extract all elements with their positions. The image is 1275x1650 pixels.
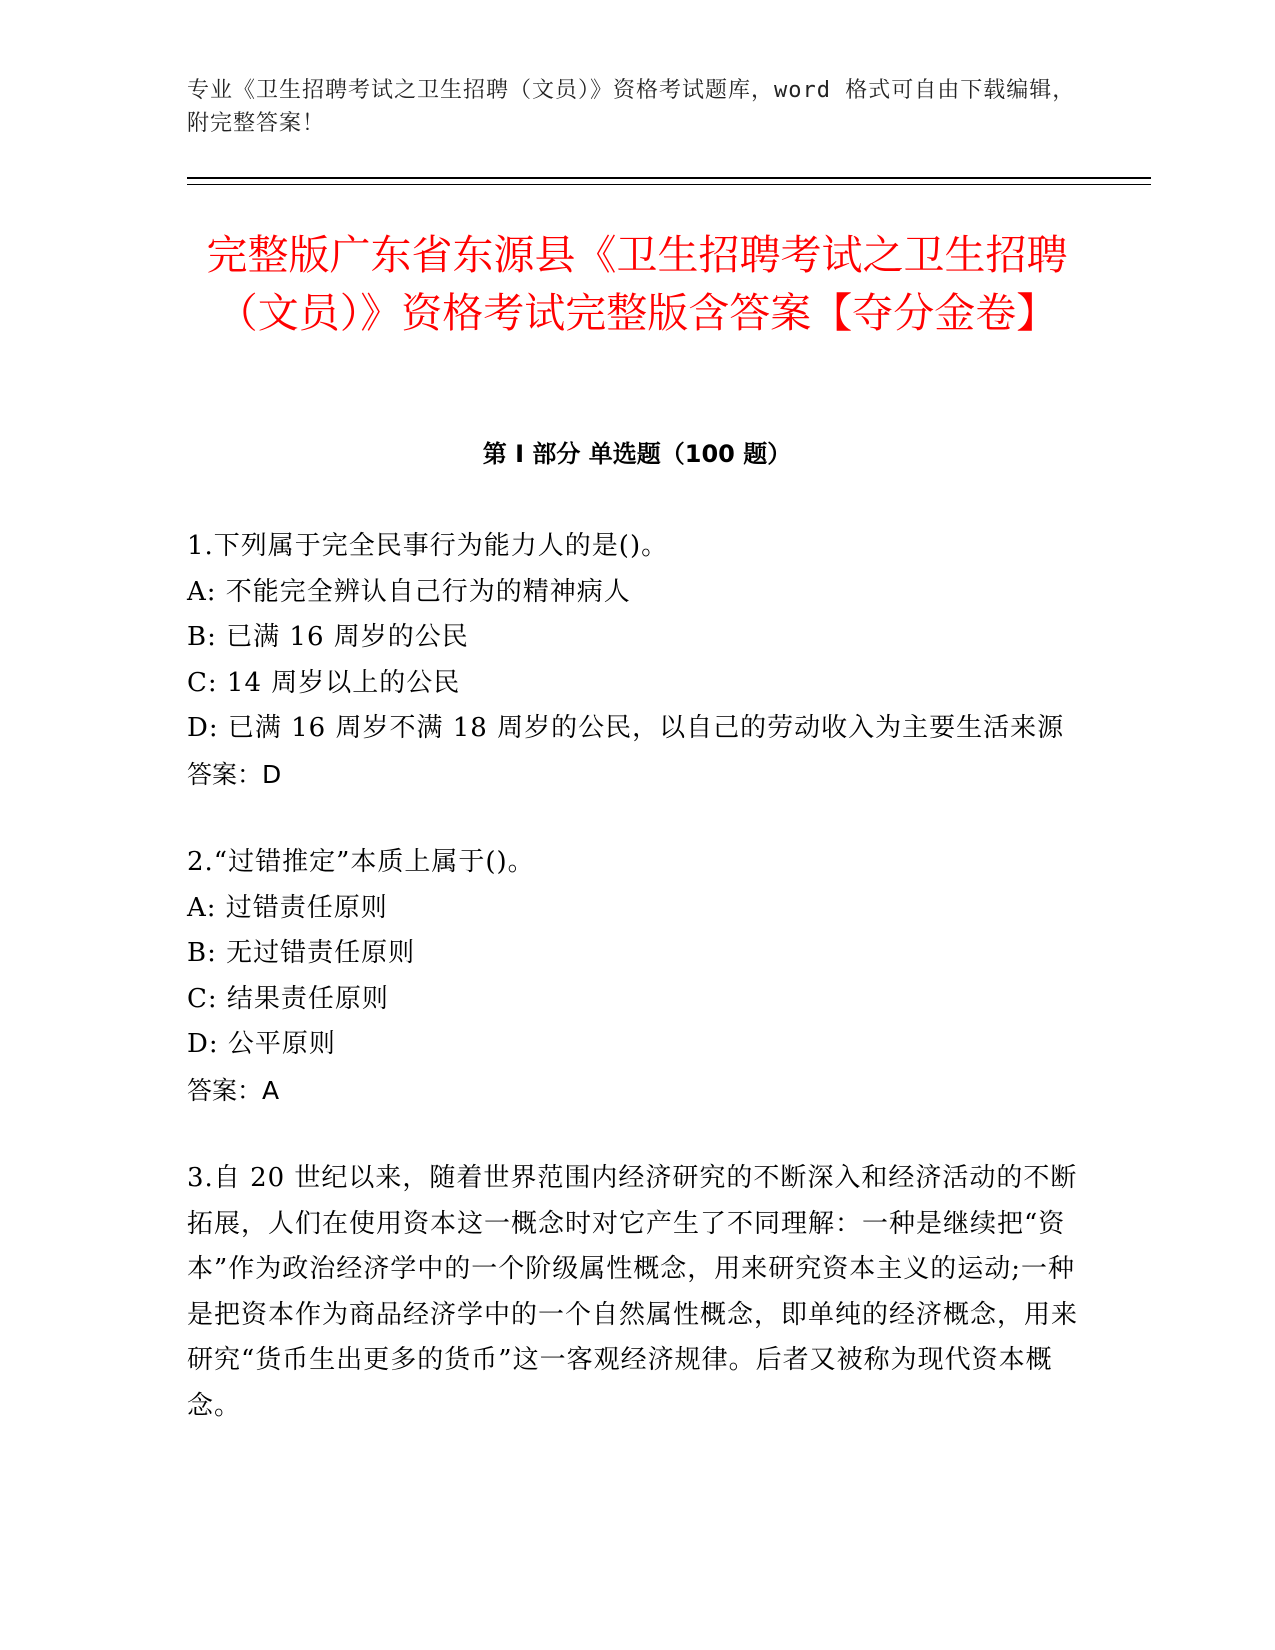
section-heading: 第 I 部分 单选题（100 题） [482, 440, 792, 468]
option-d: D: 公平原则 [187, 1029, 336, 1059]
question-3 [187, 1156, 1087, 1429]
header-divider-thick [187, 177, 1151, 179]
option-c: C: 结果责任原则 [187, 983, 389, 1014]
document-title: 完整版广东省东源县《卫生招聘考试之卫生招聘（文员）》资格考试完整版含答案【夺分金卷】 [206, 231, 1068, 337]
question-stem: 2.“过错推定”本质上属于()。 [187, 847, 535, 877]
question-stem: 3.自 20 世纪以来，随着世界范围内经济研究的不断深入和经济活动的不断拓展，人们在使用资本这一概念时对它产生了不同理解：一种是继续把“资本”作为政治经济学中的一个阶级属性概念，用来研究资本主义的运动;一种是把资本作为商品经济学中的一个自然属性概念，即单纯的经济概念，用来研究“货币生出更多的货币”这一客观经济规律。后者又被称为现代资本概念。 [187, 1163, 1079, 1421]
option-d: D: 已满 16 周岁不满 18 周岁的公民，以自己的劳动收入为主要生活来源 [187, 713, 1065, 743]
question-1 [187, 524, 1087, 797]
option-c: C: 14 周岁以上的公民 [187, 667, 461, 698]
option-b: B: 已满 16 周岁的公民 [187, 622, 469, 652]
header-divider-thin [187, 184, 1151, 185]
question-2 [187, 840, 1087, 1113]
question-list [187, 524, 1087, 1472]
option-a: A: 过错责任原则 [187, 892, 388, 923]
answer: 答案：A [187, 1075, 280, 1105]
answer: 答案：D [187, 759, 282, 789]
question-stem: 1.下列属于完全民事行为能力人的是()。 [187, 531, 669, 561]
option-b: B: 无过错责任原则 [187, 938, 416, 968]
option-a: A: 不能完全辨认自己行为的精神病人 [187, 576, 631, 607]
header-note: 专业《卫生招聘考试之卫生招聘（文员）》资格考试题库，word 格式可自由下载编辑，附完整答案！ [187, 78, 1076, 136]
